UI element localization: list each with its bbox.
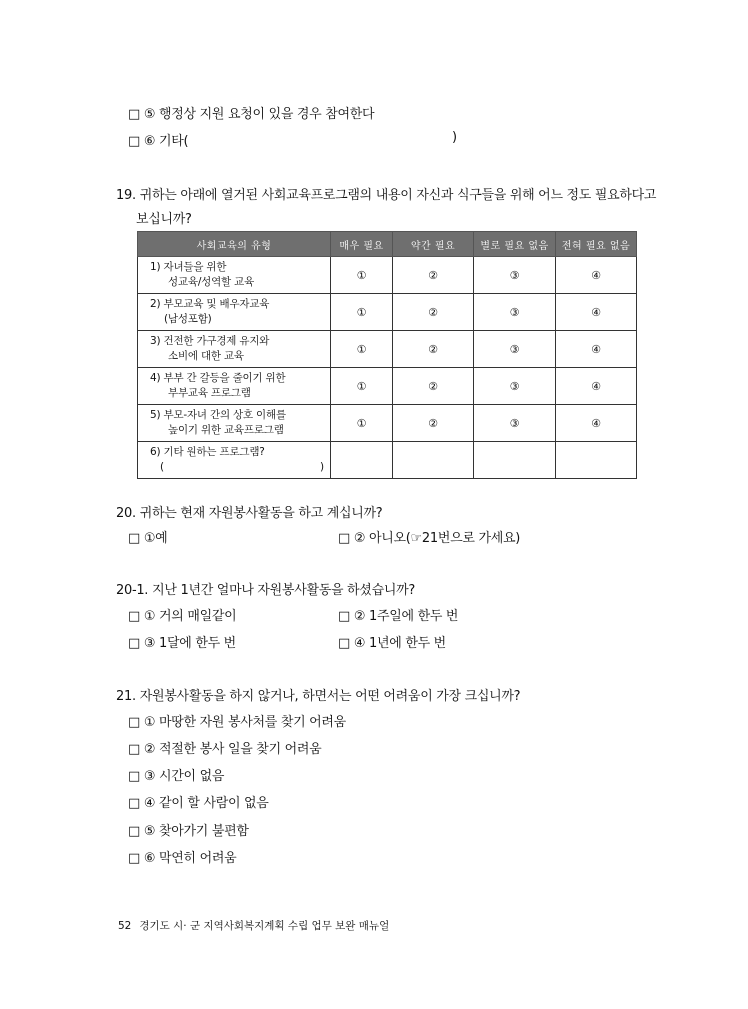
choice-1[interactable]: ①	[331, 294, 393, 331]
empty-cell	[393, 442, 474, 479]
question-number: 21.	[116, 689, 136, 704]
choice-4[interactable]: ④	[556, 405, 637, 442]
header-somewhat-needed: 약간 필요	[393, 232, 474, 257]
page-footer	[118, 918, 389, 933]
header-very-needed: 매우 필요	[331, 232, 393, 257]
row-label: 3) 건전한 가구경제 유지와 소비에 대한 교육	[138, 331, 331, 368]
table-row	[138, 331, 637, 368]
row-label: 1) 자녀들을 위한 성교육/성역할 교육	[138, 257, 331, 294]
q20-option-no[interactable]: □ ② 아니오(☞21번으로 가세요)	[338, 531, 520, 546]
empty-cell	[474, 442, 556, 479]
q20-1-option-1[interactable]: □ ① 거의 매일같이	[128, 609, 237, 624]
choice-3[interactable]: ③	[474, 331, 556, 368]
q21-option-2[interactable]: □ ② 적절한 봉사 일을 찾기 어려움	[128, 742, 322, 757]
choice-1[interactable]: ①	[331, 368, 393, 405]
q20-1-option-2[interactable]: □ ② 1주일에 한두 번	[338, 609, 459, 624]
row-label: 4) 부부 간 갈등을 줄이기 위한 부부교육 프로그램	[138, 368, 331, 405]
option-6-other[interactable]: □ ⑥ 기타(	[128, 134, 189, 149]
choice-4[interactable]: ④	[556, 331, 637, 368]
header-type: 사회교육의 유형	[138, 232, 331, 257]
row-label: 2) 부모교육 및 배우자교육 (남성포함)	[138, 294, 331, 331]
choice-3[interactable]: ③	[474, 405, 556, 442]
education-needs-table	[137, 231, 637, 479]
question-number: 19.	[116, 188, 136, 203]
choice-3[interactable]: ③	[474, 294, 556, 331]
choice-4[interactable]: ④	[556, 368, 637, 405]
question-20	[116, 502, 382, 521]
empty-cell	[331, 442, 393, 479]
choice-4[interactable]: ④	[556, 294, 637, 331]
choice-2[interactable]: ②	[393, 405, 474, 442]
table-row	[138, 368, 637, 405]
q20-1-option-4[interactable]: □ ④ 1년에 한두 번	[338, 636, 446, 651]
question-20-1	[116, 579, 415, 598]
table-row	[138, 405, 637, 442]
choice-4[interactable]: ④	[556, 257, 637, 294]
choice-2[interactable]: ②	[393, 368, 474, 405]
q21-option-3[interactable]: □ ③ 시간이 없음	[128, 769, 225, 784]
other-close-paren: )	[452, 130, 458, 145]
choice-3[interactable]: ③	[474, 368, 556, 405]
table-row	[138, 294, 637, 331]
option-5-admin-support[interactable]: □ ⑤ 행정상 지원 요청이 있을 경우 참여한다	[128, 107, 375, 122]
q20-1-option-3[interactable]: □ ③ 1달에 한두 번	[128, 636, 236, 651]
row-label: 5) 부모-자녀 간의 상호 이해를 높이기 위한 교육프로그램	[138, 405, 331, 442]
choice-2[interactable]: ②	[393, 294, 474, 331]
table-header-row	[138, 232, 637, 257]
question-19	[116, 184, 656, 203]
page-number: 52	[118, 920, 132, 932]
q21-option-5[interactable]: □ ⑤ 찾아가기 불편함	[128, 824, 249, 839]
choice-2[interactable]: ②	[393, 331, 474, 368]
choice-1[interactable]: ①	[331, 257, 393, 294]
choice-2[interactable]: ②	[393, 257, 474, 294]
question-text: 귀하는 아래에 열거된 사회교육프로그램의 내용이 자신과 식구들을 위해 어느 정도 필요하다고	[139, 188, 657, 203]
row-label-other[interactable]: 6) 기타 원하는 프로그램? ( )	[138, 442, 331, 479]
q21-option-6[interactable]: □ ⑥ 막연히 어려움	[128, 851, 237, 866]
q20-option-yes[interactable]: □ ①예	[128, 531, 168, 546]
question-19-cont: 보십니까?	[136, 212, 192, 227]
footer-title: 경기도 시· 군 지역사회복지계획 수립 업무 보완 매뉴얼	[139, 920, 390, 932]
question-text: 귀하는 현재 자원봉사활동을 하고 계십니까?	[139, 506, 383, 521]
q21-option-4[interactable]: □ ④ 같이 할 사람이 없음	[128, 796, 269, 811]
header-not-needed: 전혀 필요 없음	[556, 232, 637, 257]
q21-option-1[interactable]: □ ① 마땅한 자원 봉사처를 찾기 어려움	[128, 715, 346, 730]
choice-1[interactable]: ①	[331, 331, 393, 368]
choice-3[interactable]: ③	[474, 257, 556, 294]
question-number: 20.	[116, 506, 136, 521]
empty-cell	[556, 442, 637, 479]
question-text: 지난 1년간 얼마나 자원봉사활동을 하셨습니까?	[152, 583, 415, 598]
header-not-much-needed: 별로 필요 없음	[474, 232, 556, 257]
table-row-other	[138, 442, 637, 479]
table-row	[138, 257, 637, 294]
question-text: 자원봉사활동을 하지 않거나, 하면서는 어떤 어려움이 가장 크십니까?	[139, 689, 521, 704]
choice-1[interactable]: ①	[331, 405, 393, 442]
question-number: 20-1.	[116, 583, 149, 598]
question-21	[116, 685, 520, 704]
